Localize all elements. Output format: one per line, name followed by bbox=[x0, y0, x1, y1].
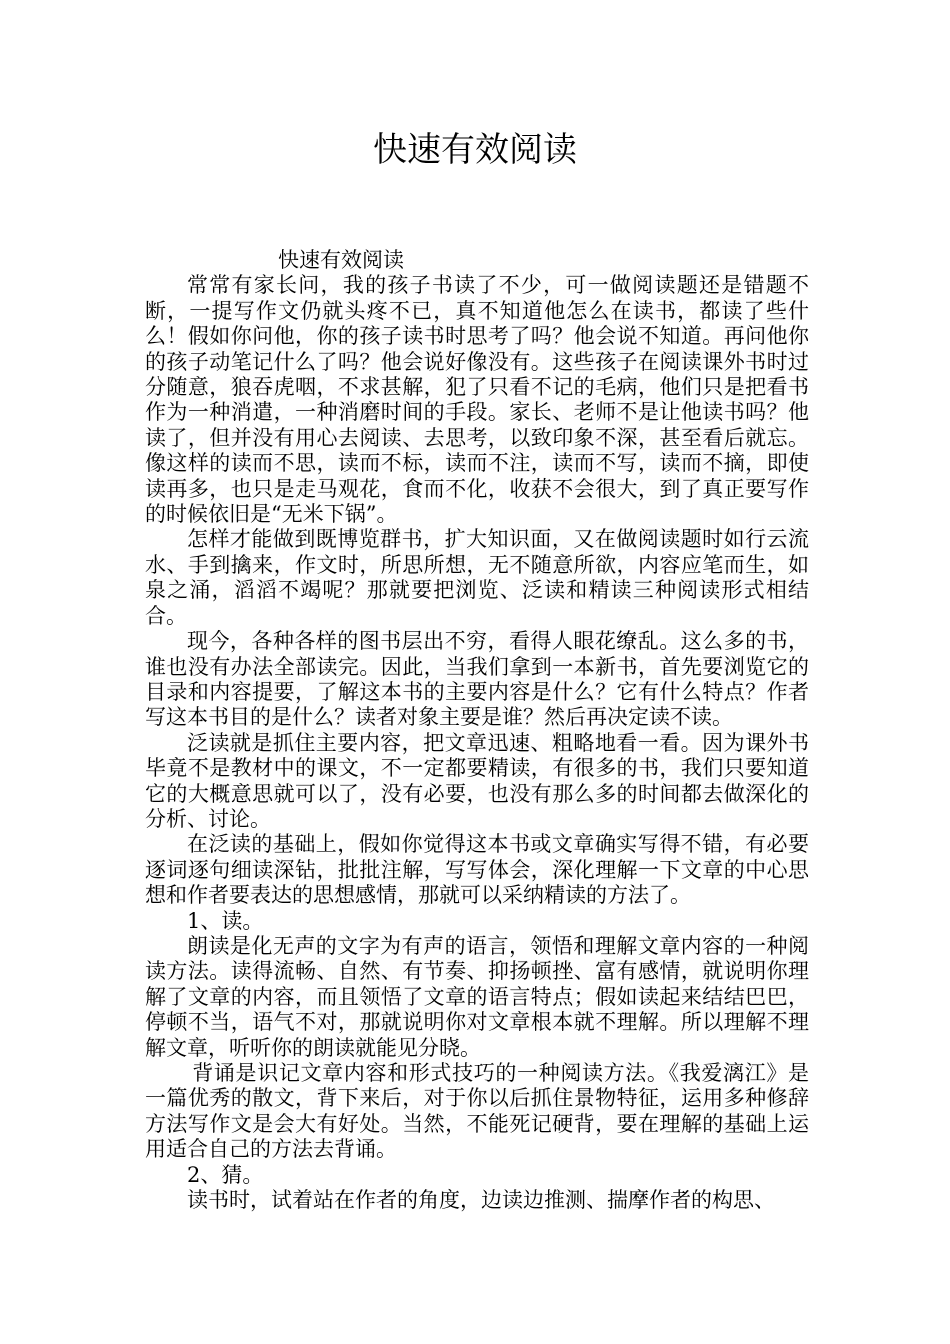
document-body bbox=[145, 248, 809, 1213]
document-title: 快速有效阅读 bbox=[373, 130, 577, 170]
paragraph-intensive: 在泛读的基础上，假如你觉得这本书或文章确实写得不错，有必要逐词逐句细读深钻，批批注解，写写体会，深化理解一下文章的中心思想和作者要表达的思想感情，那就可以采纳精读的方法了。 bbox=[145, 832, 809, 908]
paragraph-recite: 背诵是识记文章内容和形式技巧的一种阅读方法。《我爱漓江》是一篇优秀的散文，背下来后，对于你以后抓住景物特征，运用多种修辞方法写作文是会大有好处。当然，不能死记硬背，要在理解的基础上运用适合自己的方法去背诵。 bbox=[145, 1061, 809, 1162]
paragraph-intro: 常常有家长问，我的孩子书读了不少，可一做阅读题还是错题不断，一提写作文仍就头疼不已，真不知道他怎么在读书，都读了些什么！假如你问他，你的孩子读书时思考了吗？他会说不知道。再问他你的孩子动笔记什么了吗？他会说好像没有。这些孩子在阅读课外书时过分随意，狼吞虎咽，不求甚解，犯了只看不记的毛病，他们只是把看书作为一种消遣，一种消磨时间的手段。家长、老师不是让他读书吗？他读了，但并没有用心去阅读、去思考，以致印象不深，甚至看后就忘。像这样的读而不思，读而不标，读而不注，读而不写，读而不摘，即使读再多，也只是走马观花，食而不化，收获不会很大，到了真正要写作的时候依旧是“无米下锅”。 bbox=[145, 273, 809, 527]
paragraph-skim: 泛读就是抓住主要内容，把文章迅速、粗略地看一看。因为课外书毕竟不是教材中的课文，不一定都要精读，有很多的书，我们只要知道它的大概意思就可以了，没有必要，也没有那么多的时间都去做深化的分析、讨论。 bbox=[145, 730, 809, 831]
document-subtitle: 快速有效阅读 bbox=[278, 248, 404, 272]
paragraph-browse: 现今，各种各样的图书层出不穷，看得人眼花缭乱。这么多的书，谁也没有办法全部读完。因此，当我们拿到一本新书，首先要浏览它的目录和内容提要，了解这本书的主要内容是什么？它有什么特点？作者写这本书目的是什么？读者对象主要是谁？然后再决定读不读。 bbox=[145, 629, 809, 730]
paragraph-guess: 读书时，试着站在作者的角度，边读边推测、揣摩作者的构思、 bbox=[187, 1188, 775, 1213]
section-heading-guess: 2、猜。 bbox=[187, 1162, 264, 1187]
paragraph-read-aloud: 朗读是化无声的文字为有声的语言，领悟和理解文章内容的一种阅读方法。读得流畅、自然、有节奏、抑扬顿挫、富有感情，就说明你理解了文章的内容，而且领悟了文章的语言特点；假如读起来结结巴巴，停顿不当，语气不对，那就说明你对文章根本就不理解。所以理解不理解文章，听听你的朗读就能见分晓。 bbox=[145, 933, 809, 1060]
section-heading-read: 1、读。 bbox=[187, 908, 264, 933]
paragraph-how-to: 怎样才能做到既博览群书，扩大知识面，又在做阅读题时如行云流水、手到擒来，作文时，所思所想，无不随意所欲，内容应笔而生，如泉之涌，滔滔不竭呢？那就要把浏览、泛读和精读三种阅读形式相结合。 bbox=[145, 527, 809, 628]
